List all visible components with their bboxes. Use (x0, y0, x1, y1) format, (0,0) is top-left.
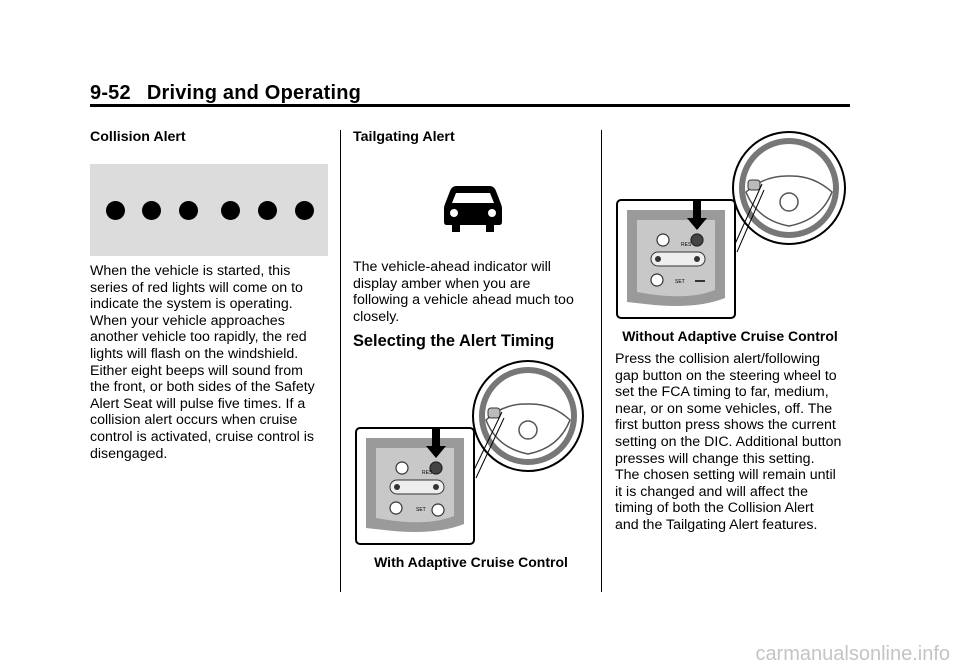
alert-light-dot (221, 201, 240, 220)
alert-light-dot (258, 201, 277, 220)
steering-wheel-no-acc-figure (615, 128, 849, 324)
page-number: 9-52 (90, 82, 131, 104)
alert-light-dot (295, 201, 314, 220)
res-label: RES (422, 470, 433, 476)
section-title: Driving and Operating (146, 82, 362, 104)
set-label: SET (416, 507, 426, 513)
watermark: carmanualsonline.info (755, 643, 950, 665)
alert-light-dot (106, 201, 125, 220)
gap-button-icon (432, 504, 444, 516)
switch-button-icon (396, 462, 408, 474)
figure-caption-acc: With Adaptive Cruise Control (374, 554, 568, 570)
column-divider-1 (340, 130, 341, 592)
figure-caption-no-acc: Without Adaptive Cruise Control (622, 328, 838, 344)
switch-button-icon (657, 234, 669, 246)
collision-alert-body: When the vehicle is started, this series of red lights will come on to indicate the system is operating. When your vehicle approaches another vehicle too rapidly, the red lights will flash on the windshield. Either eight beeps will sound from the front, or both sides of the Safety Alert Seat will pulse five times. If a collision alert occurs when cruise control is activated, cruise control is disengaged. (90, 263, 315, 462)
alert-light-dot (179, 201, 198, 220)
cruise-button-icon (651, 274, 663, 286)
cruise-button-icon (390, 502, 402, 514)
alert-light-dot (142, 201, 161, 220)
res-label: RES (681, 242, 692, 248)
collision-alert-lights-figure (90, 164, 328, 256)
collision-alert-button-icon (691, 234, 703, 246)
set-label: SET (675, 279, 685, 285)
alert-timing-body: Press the collision alert/following gap button on the steering wheel to set the FCA timing to far, medium, near, or on some vehicles, off. The first button press shows the current setting on the DIC. Additional button presses will change this setting. The chosen setting will remain until it is changed and will affect the timing of both the Collision Alert and the Tailgating Alert features. (615, 351, 842, 533)
vehicle-ahead-icon (444, 184, 502, 234)
collision-alert-heading: Collision Alert (90, 129, 186, 145)
header-rule (90, 104, 850, 107)
tailgating-alert-heading: Tailgating Alert (353, 129, 455, 145)
selecting-alert-timing-heading: Selecting the Alert Timing (353, 332, 555, 350)
page-header (90, 82, 361, 105)
tailgating-alert-body: The vehicle-ahead indicator will display amber when you are following a vehicle ahead much too closely. (353, 259, 574, 325)
steering-wheel-acc-figure (354, 358, 588, 548)
column-divider-2 (601, 130, 602, 592)
